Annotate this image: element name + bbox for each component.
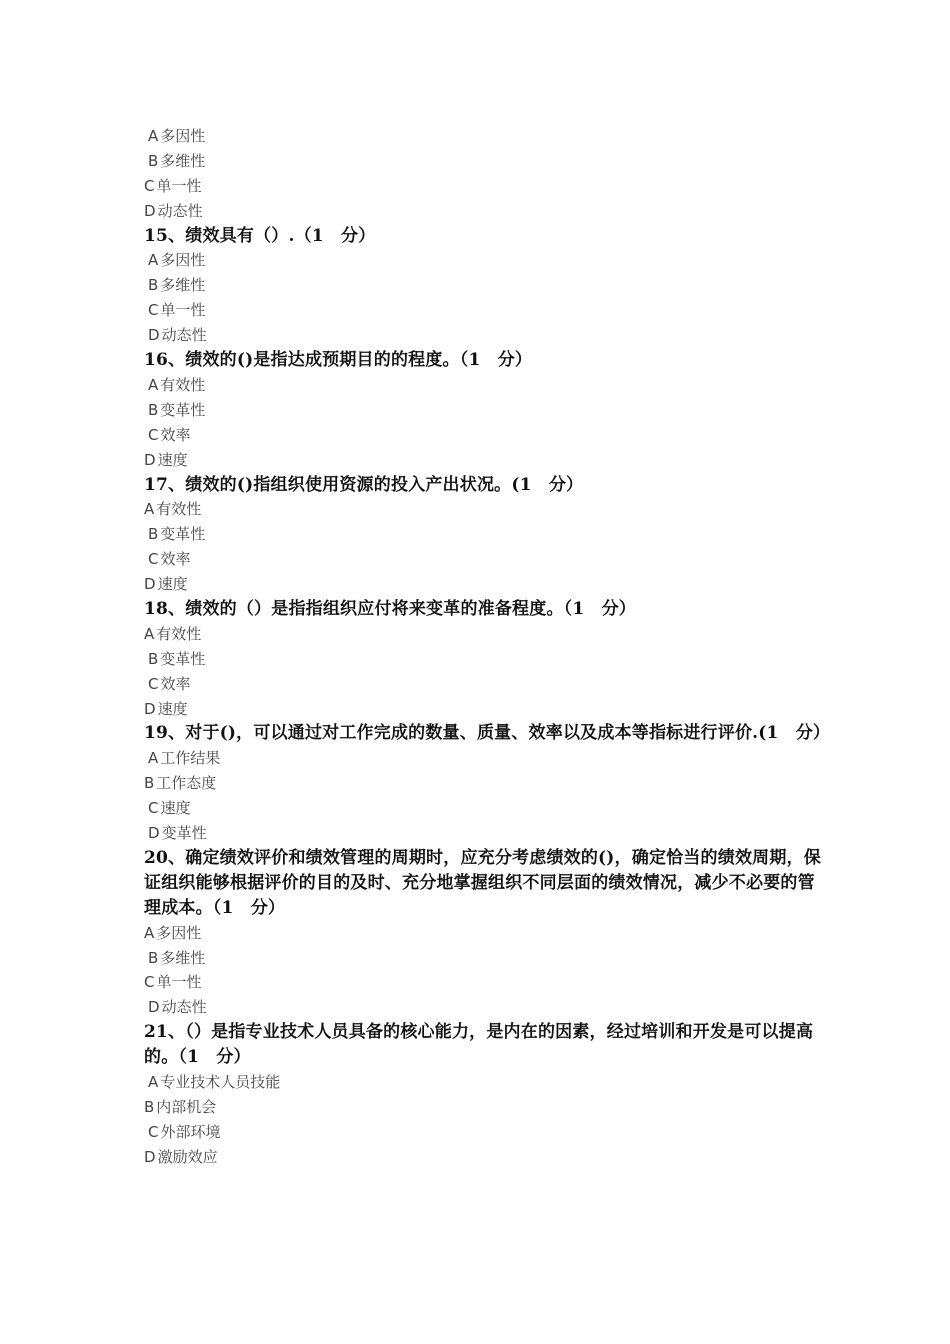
option-text: 变革性 [160,649,206,668]
option-letter: A [144,923,155,942]
option-letter: D [144,1147,156,1166]
option-text: 多维性 [160,151,206,170]
answer-option [144,970,824,995]
question-text: 15、绩效具有（）.（1 分） [144,225,376,246]
option-letter: D [144,201,156,220]
option-letter: B [148,525,159,544]
option-letter: D [148,998,160,1017]
option-text: 变革性 [160,525,206,544]
answer-option [144,248,824,273]
option-text: 速度 [160,799,191,818]
option-letter: C [148,550,159,569]
answer-option [144,423,824,448]
answer-option [144,1070,824,1095]
option-letter: C [144,176,155,195]
answer-option [144,373,824,398]
option-text: 多因性 [156,923,202,942]
option-letter: D [144,699,156,718]
answer-option [144,1095,824,1120]
option-text: 多因性 [160,251,206,270]
option-letter: D [148,824,160,843]
option-text: 多维性 [160,276,206,295]
option-text: 变革性 [160,400,206,419]
answer-option [144,323,824,348]
option-letter: D [144,575,156,594]
answer-option [144,647,824,672]
option-letter: C [148,1122,159,1141]
option-text: 速度 [157,699,188,718]
option-text: 动态性 [161,326,207,345]
option-text: 激励效应 [157,1147,218,1166]
answer-option [144,547,824,572]
option-text: 单一性 [156,176,202,195]
answer-option [144,796,824,821]
question-text: 18、绩效的（）是指指组织应付将来变革的准备程度。（1 分） [144,598,636,619]
option-text: 有效性 [160,375,206,394]
option-letter: B [148,276,159,295]
answer-option [144,174,824,199]
option-text: 有效性 [156,624,202,643]
answer-option [144,273,824,298]
option-letter: B [144,1097,155,1116]
answer-option [144,995,824,1020]
option-text: 单一性 [156,973,202,992]
option-letter: C [144,973,155,992]
document-body [144,124,831,1170]
answer-option [144,946,824,971]
option-text: 专业技术人员技能 [160,1073,281,1091]
question-text: 17、绩效的()指组织使用资源的投入产出状况。(1 分） [144,474,584,495]
answer-option [144,1145,824,1170]
question-text: 20、确定绩效评价和绩效管理的周期时，应充分考虑绩效的()，确定恰当的绩效周期，保证组织能够根据评价的目的及时、充分地掌握组织不同层面的绩效情况，减少不必要的管理成本。（1 分） [144,847,821,918]
option-text: 变革性 [161,824,207,843]
option-letter: A [148,251,159,270]
option-text: 有效性 [156,500,202,519]
option-letter: C [148,674,159,693]
option-letter: B [144,774,155,793]
option-text: 多维性 [160,948,206,967]
question-text: 21、（）是指专业技术人员具备的核心能力，是内在的因素，经过培训和开发是可以提高的。（1 分） [144,1022,814,1068]
option-text: 多因性 [160,127,206,145]
option-letter: A [148,1073,159,1091]
answer-option [144,821,824,846]
question-text: 19、对于()，可以通过对工作完成的数量、质量、效率以及成本等指标进行评价.(1 分） [144,723,831,744]
option-text: 动态性 [157,201,203,220]
answer-option [144,298,824,323]
option-text: 速度 [157,575,188,594]
option-text: 速度 [157,450,188,469]
option-letter: C [148,799,159,818]
option-text: 工作结果 [160,749,221,768]
answer-option [144,398,824,423]
option-letter: A [148,749,159,768]
answer-option [144,697,824,722]
option-letter: C [148,301,159,320]
option-letter: A [144,500,155,519]
answer-option [144,497,824,522]
option-letter: D [148,326,160,345]
option-letter: A [144,624,155,643]
answer-option [144,921,824,946]
option-letter: C [148,425,159,444]
option-letter: A [148,375,159,394]
answer-option [144,572,824,597]
option-text: 效率 [160,550,191,569]
answer-option [144,149,824,174]
option-text: 效率 [160,425,191,444]
option-text: 动态性 [161,998,207,1017]
option-text: 效率 [160,674,191,693]
option-letter: B [148,649,159,668]
answer-option [144,199,824,224]
option-letter: B [148,948,159,967]
answer-option [144,124,824,149]
question-text: 16、绩效的()是指达成预期目的的程度。（1 分） [144,350,533,371]
option-text: 工作态度 [156,774,217,793]
answer-option [144,448,824,473]
answer-option [144,746,824,771]
answer-option [144,771,824,796]
option-letter: A [148,127,159,145]
option-letter: B [148,400,159,419]
answer-option [144,672,824,697]
option-text: 单一性 [160,301,206,320]
answer-option [144,1120,824,1145]
option-text: 外部环境 [160,1122,221,1141]
option-letter: D [144,450,156,469]
answer-option [144,622,824,647]
option-letter: B [148,151,159,170]
answer-option [144,522,824,547]
option-text: 内部机会 [156,1097,217,1116]
